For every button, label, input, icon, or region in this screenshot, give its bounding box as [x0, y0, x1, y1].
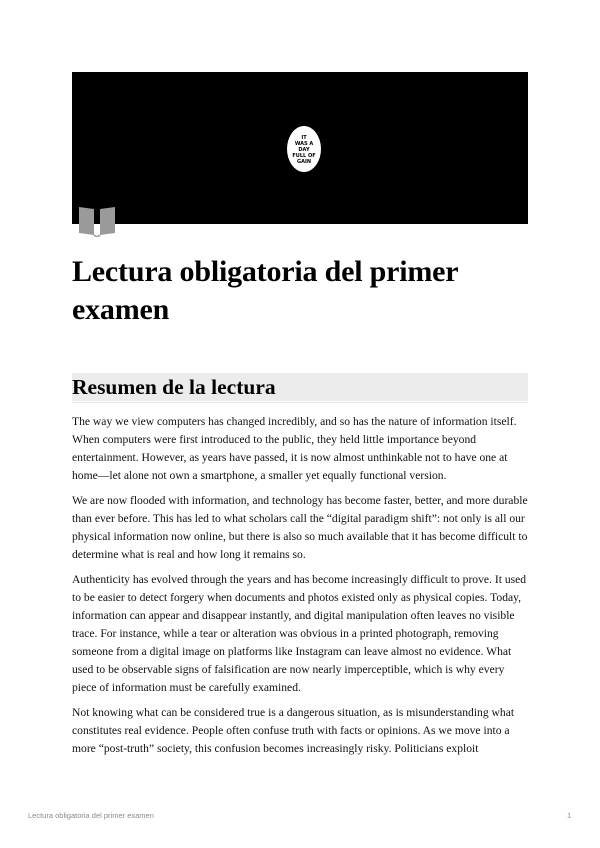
bubble-text-graphic	[290, 132, 318, 166]
cover-image	[72, 72, 528, 224]
section-divider	[72, 402, 528, 403]
document-title: Lectura obligatoria del primer examen	[72, 255, 458, 326]
paragraph: Not knowing what can be considered true is a dangerous situation, as is misunderstanding what constitutes real evidence. People often confuse truth with facts or opinions. As we move into a more “post-truth” society, this confusion becomes increasingly risky. Politicians exploit	[72, 706, 515, 755]
svg-text:DAY: DAY	[298, 147, 310, 153]
section-title: Resumen de la lectura	[72, 375, 276, 399]
svg-text:WAS A: WAS A	[294, 141, 314, 147]
book-icon	[77, 205, 117, 237]
body-text	[72, 413, 528, 765]
svg-text:IT: IT	[301, 135, 307, 141]
page-number: 1	[567, 811, 572, 820]
paragraph: The way we view computers has changed incredibly, and so has the nature of information itself. When computers were first introduced to the public, they held little importance beyond entertainment. However, as years have passed, it is now almost unthinkable not to have one at home—let alone not own a smartphone, a smaller yet equally functional version.	[72, 415, 517, 482]
svg-text:FULL OF: FULL OF	[292, 153, 316, 159]
svg-text:GAIN: GAIN	[296, 159, 312, 165]
footer-title: Lectura obligatoria del primer examen	[28, 811, 154, 820]
speech-bubble-image	[287, 126, 321, 172]
paragraph: We are now flooded with information, and technology has become faster, better, and more durable than ever before. This has led to what scholars call the “digital paradigm shift”: not only is all our physical information now online, but there is also so much available that it has become difficult to determine what is real and how long it remains so.	[72, 494, 528, 561]
paragraph: Authenticity has evolved through the years and has become increasingly difficult to prove. It used to be easier to detect forgery when documents and photos existed only as physical copies. Today, information can appear and disappear instantly, and digital manipulation often leaves no visible trace. For instance, while a tear or alteration was obvious in a printed photograph, removing someone from a digital image on platforms like Instagram can leave almost no evidence. What used to be observable signs of falsification are now nearly imperceptible, which is why every piece of information must be carefully examined.	[72, 573, 527, 694]
